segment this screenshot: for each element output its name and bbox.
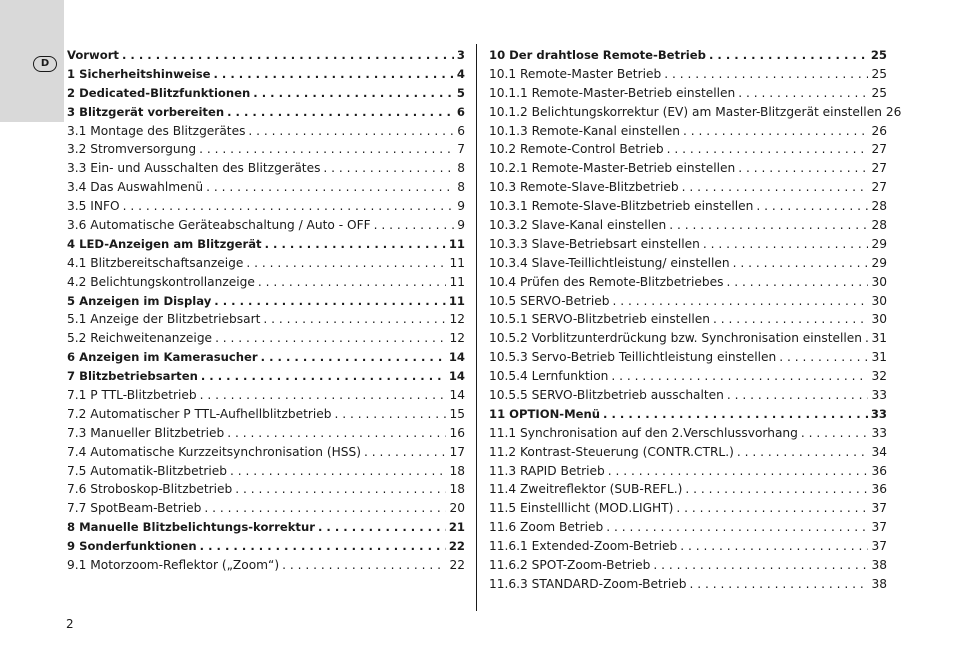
toc-entry[interactable] xyxy=(67,480,465,499)
toc-entry[interactable] xyxy=(67,443,465,462)
toc-entry[interactable] xyxy=(489,235,887,254)
toc-entry-page: 38 xyxy=(871,558,887,573)
toc-entry-page: 22 xyxy=(448,539,465,554)
toc-entry-title: 7.2 Automatischer P TTL-Aufhellblitzbetrieb xyxy=(67,406,332,421)
toc-entry-title: 6 Anzeigen im Kamerasucher xyxy=(67,350,258,365)
toc-dot-leader xyxy=(253,84,454,103)
toc-entry-title: 10.3.1 Remote-Slave-Blitzbetrieb einstellen xyxy=(489,199,754,214)
toc-entry-title: 7.3 Manueller Blitzbetrieb xyxy=(67,425,225,440)
toc-dot-leader xyxy=(261,348,446,367)
toc-left-column xyxy=(67,46,465,575)
toc-entry-title: 9.1 Motorzoom-Reflektor („Zoom“) xyxy=(67,558,280,573)
toc-dot-leader xyxy=(865,329,868,348)
toc-entry[interactable] xyxy=(67,367,465,386)
toc-entry-page: 4 xyxy=(456,66,465,81)
toc-entry-title: 5.1 Anzeige der Blitzbetriebsart xyxy=(67,312,261,327)
toc-entry-page: 20 xyxy=(449,501,465,516)
toc-entry[interactable] xyxy=(489,46,887,65)
toc-dot-leader xyxy=(323,159,454,178)
toc-entry-title: 5 Anzeigen im Display xyxy=(67,293,212,308)
toc-entry[interactable] xyxy=(489,480,887,499)
toc-entry-title: 3.5 INFO xyxy=(67,199,120,214)
toc-entry[interactable] xyxy=(67,273,465,292)
toc-dot-leader xyxy=(733,254,869,273)
toc-dot-leader xyxy=(263,310,446,329)
toc-entry-title: 7.1 P TTL-Blitzbetrieb xyxy=(67,388,197,403)
toc-entry-title: 10.5.4 Lernfunktion xyxy=(489,369,609,384)
toc-entry[interactable] xyxy=(489,178,887,197)
toc-entry-title: 10.5.3 Servo-Betrieb Teillichtleistung einstellen xyxy=(489,350,777,365)
toc-entry-title: 9 Sonderfunktionen xyxy=(67,539,197,554)
toc-entry-title: 10.2.1 Remote-Master-Betrieb einstellen xyxy=(489,161,736,176)
toc-entry[interactable] xyxy=(67,235,465,254)
toc-entry-page: 14 xyxy=(448,350,465,365)
toc-dot-leader xyxy=(738,159,868,178)
toc-entry-page: 31 xyxy=(871,331,887,346)
toc-entry-page: 6 xyxy=(456,104,465,119)
toc-dot-leader xyxy=(653,556,868,575)
toc-entry-page: 30 xyxy=(871,293,887,308)
toc-entry-title: 11.5 Einstelllicht (MOD.LIGHT) xyxy=(489,501,674,516)
toc-entry[interactable] xyxy=(67,103,465,122)
toc-entry-page: 26 xyxy=(871,123,887,138)
toc-entry[interactable] xyxy=(67,537,465,556)
toc-entry-page: 28 xyxy=(871,218,887,233)
toc-dot-leader xyxy=(608,462,869,481)
toc-entry-page: 32 xyxy=(871,369,887,384)
toc-entry-page: 18 xyxy=(449,482,465,497)
toc-entry-title: 10.5 SERVO-Betrieb xyxy=(489,293,610,308)
toc-entry-page: 36 xyxy=(871,463,887,478)
toc-entry-page: 17 xyxy=(449,444,465,459)
toc-dot-leader xyxy=(258,273,447,292)
toc-dot-leader xyxy=(214,292,446,311)
toc-entry[interactable] xyxy=(67,197,465,216)
toc-entry-title: 10.4 Prüfen des Remote-Blitzbetriebes xyxy=(489,274,724,289)
toc-entry-title: 7.5 Automatik-Blitzbetrieb xyxy=(67,463,228,478)
toc-entry-title: 1 Sicherheitshinweise xyxy=(67,66,211,81)
toc-entry-title: 11.6 Zoom Betrieb xyxy=(489,520,604,535)
toc-entry-title: 4.1 Blitzbereitschaftsanzeige xyxy=(67,255,244,270)
toc-entry-page: 12 xyxy=(449,331,465,346)
toc-dot-leader xyxy=(235,480,446,499)
toc-dot-leader xyxy=(200,537,446,556)
toc-entry-page: 8 xyxy=(457,161,465,176)
toc-entry[interactable] xyxy=(67,65,465,84)
toc-entry-page: 5 xyxy=(456,85,465,100)
toc-dot-leader xyxy=(123,197,455,216)
language-tab xyxy=(0,0,64,122)
toc-dot-leader xyxy=(230,462,446,481)
toc-entry[interactable] xyxy=(67,348,465,367)
toc-dot-leader xyxy=(122,46,454,65)
toc-entry-page: 26 xyxy=(885,104,902,119)
toc-right-column xyxy=(489,46,902,594)
toc-dot-leader xyxy=(713,310,869,329)
toc-entry[interactable] xyxy=(489,348,887,367)
toc-dot-leader xyxy=(801,424,869,443)
toc-entry[interactable] xyxy=(489,159,887,178)
toc-entry[interactable] xyxy=(489,386,887,405)
toc-entry-title: 11 OPTION-Menü xyxy=(489,406,601,421)
toc-dot-leader xyxy=(709,46,868,65)
toc-entry[interactable] xyxy=(67,405,465,424)
toc-dot-leader xyxy=(246,254,446,273)
toc-dot-leader xyxy=(669,216,868,235)
toc-entry-title: 10.1.2 Belichtungskorrektur (EV) am Master-Blitzgerät einstellen xyxy=(489,104,882,119)
toc-entry-page: 18 xyxy=(449,463,465,478)
toc-entry-page: 14 xyxy=(448,369,465,384)
toc-dot-leader xyxy=(364,443,446,462)
toc-dot-leader xyxy=(738,84,868,103)
toc-dot-leader xyxy=(204,499,446,518)
toc-entry-title: 10.1.1 Remote-Master-Betrieb einstellen xyxy=(489,85,736,100)
toc-dot-leader xyxy=(667,140,869,159)
language-badge: D xyxy=(33,56,57,72)
toc-entry[interactable] xyxy=(489,140,887,159)
toc-entry[interactable] xyxy=(67,310,465,329)
toc-entry[interactable] xyxy=(489,216,887,235)
toc-entry-page: 15 xyxy=(449,406,465,421)
toc-entry-title: 3 Blitzgerät vorbereiten xyxy=(67,104,225,119)
toc-entry[interactable] xyxy=(67,518,465,537)
toc-dot-leader xyxy=(680,537,868,556)
toc-dot-leader xyxy=(227,424,446,443)
toc-entry-page: 27 xyxy=(871,142,887,157)
toc-dot-leader xyxy=(603,405,868,424)
toc-dot-leader xyxy=(727,386,869,405)
toc-dot-leader xyxy=(374,216,455,235)
toc-entry-title: 2 Dedicated-Blitzfunktionen xyxy=(67,85,251,100)
toc-entry-page: 27 xyxy=(871,180,887,195)
toc-entry[interactable] xyxy=(67,462,465,481)
toc-dot-leader xyxy=(318,518,446,537)
toc-entry-page: 29 xyxy=(871,236,887,251)
toc-entry[interactable] xyxy=(489,292,887,311)
toc-entry[interactable] xyxy=(67,140,465,159)
toc-entry[interactable] xyxy=(67,556,465,575)
toc-dot-leader xyxy=(611,367,868,386)
toc-entry-page: 8 xyxy=(457,180,465,195)
toc-entry-title: 3.6 Automatische Geräteabschaltung / Auto - OFF xyxy=(67,218,371,233)
toc-entry-page: 12 xyxy=(449,312,465,327)
toc-entry-page: 16 xyxy=(449,425,465,440)
toc-entry-title: 10.2 Remote-Control Betrieb xyxy=(489,142,664,157)
toc-entry-page: 11 xyxy=(448,236,465,251)
toc-entry-title: 11.1 Synchronisation auf den 2.Verschlussvorhang xyxy=(489,425,798,440)
toc-entry-page: 27 xyxy=(871,161,887,176)
toc-entry-title: 10.3.2 Slave-Kanal einstellen xyxy=(489,218,667,233)
toc-entry[interactable] xyxy=(489,329,887,348)
toc-entry-page: 36 xyxy=(871,482,887,497)
toc-entry-title: 10.3 Remote-Slave-Blitzbetrieb xyxy=(489,180,679,195)
toc-entry[interactable] xyxy=(489,405,887,424)
toc-entry[interactable] xyxy=(489,518,887,537)
toc-entry[interactable] xyxy=(489,65,887,84)
toc-entry[interactable] xyxy=(489,537,887,556)
toc-entry-title: 7 Blitzbetriebsarten xyxy=(67,369,198,384)
toc-entry-page: 11 xyxy=(448,293,465,308)
toc-entry-page: 25 xyxy=(870,48,887,62)
toc-entry-title: 8 Manuelle Blitzbelichtungs-korrektur xyxy=(67,520,315,535)
toc-dot-leader xyxy=(215,329,446,348)
toc-entry-title: 10.1.3 Remote-Kanal einstellen xyxy=(489,123,680,138)
toc-entry-page: 6 xyxy=(457,123,465,138)
column-divider xyxy=(476,44,477,611)
toc-entry-title: 10 Der drahtlose Remote-Betrieb xyxy=(489,48,706,62)
toc-entry-page: 29 xyxy=(871,255,887,270)
toc-entry[interactable] xyxy=(67,159,465,178)
toc-entry[interactable] xyxy=(67,329,465,348)
toc-entry-page: 28 xyxy=(871,199,887,214)
toc-entry-title: 4 LED-Anzeigen am Blitzgerät xyxy=(67,236,262,251)
toc-dot-leader xyxy=(689,575,868,594)
toc-dot-leader xyxy=(248,122,454,141)
toc-entry[interactable] xyxy=(489,273,887,292)
toc-entry-title: 11.2 Kontrast-Steuerung (CONTR.CTRL.) xyxy=(489,444,734,459)
toc-entry-title: 10.5.2 Vorblitzunterdrückung bzw. Synchronisation einstellen xyxy=(489,331,863,346)
toc-entry-title: 10.3.4 Slave-Teillichtleistung/ einstellen xyxy=(489,255,730,270)
toc-dot-leader xyxy=(727,273,869,292)
toc-entry-title: 3.1 Montage des Blitzgerätes xyxy=(67,123,246,138)
toc-entry[interactable] xyxy=(489,367,887,386)
toc-entry[interactable] xyxy=(489,103,902,122)
toc-entry[interactable] xyxy=(489,122,887,141)
toc-entry-page: 9 xyxy=(457,199,465,214)
toc-dot-leader xyxy=(213,65,453,84)
toc-dot-leader xyxy=(682,178,869,197)
toc-entry-title: Vorwort xyxy=(67,48,119,62)
toc-entry[interactable] xyxy=(67,499,465,518)
toc-entry-page: 31 xyxy=(871,350,887,365)
toc-entry-page: 7 xyxy=(457,142,465,157)
toc-entry-title: 7.7 SpotBeam-Betrieb xyxy=(67,501,202,516)
toc-entry[interactable] xyxy=(67,46,465,65)
toc-dot-leader xyxy=(756,197,868,216)
toc-entry-title: 3.4 Das Auswahlmenü xyxy=(67,180,204,195)
toc-entry-page: 11 xyxy=(449,255,465,270)
toc-dot-leader xyxy=(227,103,454,122)
toc-entry[interactable] xyxy=(489,462,887,481)
toc-entry-title: 7.4 Automatische Kurzzeitsynchronisation (HSS) xyxy=(67,444,361,459)
toc-entry[interactable] xyxy=(67,84,465,103)
toc-dot-leader xyxy=(664,65,868,84)
toc-entry-title: 10.5.5 SERVO-Blitzbetrieb ausschalten xyxy=(489,388,724,403)
toc-entry-page: 34 xyxy=(871,444,887,459)
toc-entry-page: 33 xyxy=(870,406,887,421)
toc-entry-page: 33 xyxy=(871,388,887,403)
toc-entry-page: 33 xyxy=(871,425,887,440)
toc-dot-leader xyxy=(703,235,869,254)
toc-entry-page: 25 xyxy=(871,66,887,81)
toc-entry[interactable] xyxy=(67,178,465,197)
toc-entry-title: 10.1 Remote-Master Betrieb xyxy=(489,66,662,81)
toc-dot-leader xyxy=(685,480,868,499)
toc-entry[interactable] xyxy=(489,556,887,575)
toc-dot-leader xyxy=(282,556,446,575)
toc-entry-title: 11.6.3 STANDARD-Zoom-Betrieb xyxy=(489,576,687,591)
toc-entry[interactable] xyxy=(489,310,887,329)
toc-entry[interactable] xyxy=(489,254,887,273)
page-number: 2 xyxy=(66,617,74,631)
toc-entry-page: 30 xyxy=(871,312,887,327)
toc-entry-page: 22 xyxy=(449,558,465,573)
toc-entry-page: 11 xyxy=(449,274,465,289)
toc-entry-page: 9 xyxy=(457,218,465,233)
toc-dot-leader xyxy=(206,178,454,197)
toc-entry[interactable] xyxy=(489,197,887,216)
toc-entry-page: 30 xyxy=(871,274,887,289)
toc-entry[interactable] xyxy=(489,575,887,594)
toc-dot-leader xyxy=(265,235,446,254)
toc-entry-page: 21 xyxy=(448,520,465,535)
toc-entry-page: 14 xyxy=(449,388,465,403)
toc-entry-page: 25 xyxy=(871,85,887,100)
toc-entry[interactable] xyxy=(67,122,465,141)
toc-dot-leader xyxy=(606,518,868,537)
toc-entry[interactable] xyxy=(67,216,465,235)
toc-entry[interactable] xyxy=(67,424,465,443)
toc-entry-title: 10.5.1 SERVO-Blitzbetrieb einstellen xyxy=(489,312,710,327)
toc-entry-title: 3.3 Ein- und Ausschalten des Blitzgerätes xyxy=(67,161,321,176)
toc-entry[interactable] xyxy=(489,443,887,462)
toc-entry-title: 3.2 Stromversorgung xyxy=(67,142,197,157)
toc-entry-page: 37 xyxy=(871,501,887,516)
toc-entry[interactable] xyxy=(489,84,887,103)
toc-entry-title: 10.3.3 Slave-Betriebsart einstellen xyxy=(489,236,700,251)
toc-entry-title: 11.6.2 SPOT-Zoom-Betrieb xyxy=(489,558,651,573)
toc-dot-leader xyxy=(201,367,446,386)
toc-dot-leader xyxy=(613,292,869,311)
toc-dot-leader xyxy=(335,405,447,424)
toc-entry-page: 3 xyxy=(456,48,465,62)
toc-entry[interactable] xyxy=(489,424,887,443)
toc-entry[interactable] xyxy=(67,386,465,405)
toc-entry-title: 11.3 RAPID Betrieb xyxy=(489,463,605,478)
toc-dot-leader xyxy=(683,122,868,141)
toc-entry[interactable] xyxy=(489,499,887,518)
toc-entry[interactable] xyxy=(67,292,465,311)
toc-entry-title: 11.4 Zweitreflektor (SUB-REFL.) xyxy=(489,482,683,497)
toc-entry-title: 7.6 Stroboskop-Blitzbetrieb xyxy=(67,482,233,497)
toc-entry-page: 37 xyxy=(871,539,887,554)
toc-entry-page: 37 xyxy=(871,520,887,535)
toc-entry-title: 5.2 Reichweitenanzeige xyxy=(67,331,213,346)
toc-dot-leader xyxy=(199,140,454,159)
toc-entry-page: 38 xyxy=(871,576,887,591)
toc-dot-leader xyxy=(779,348,868,367)
toc-dot-leader xyxy=(737,443,869,462)
toc-dot-leader xyxy=(200,386,447,405)
toc-dot-leader xyxy=(676,499,868,518)
toc-entry-title: 4.2 Belichtungskontrollanzeige xyxy=(67,274,255,289)
toc-entry-title: 11.6.1 Extended-Zoom-Betrieb xyxy=(489,539,678,554)
toc-entry[interactable] xyxy=(67,254,465,273)
